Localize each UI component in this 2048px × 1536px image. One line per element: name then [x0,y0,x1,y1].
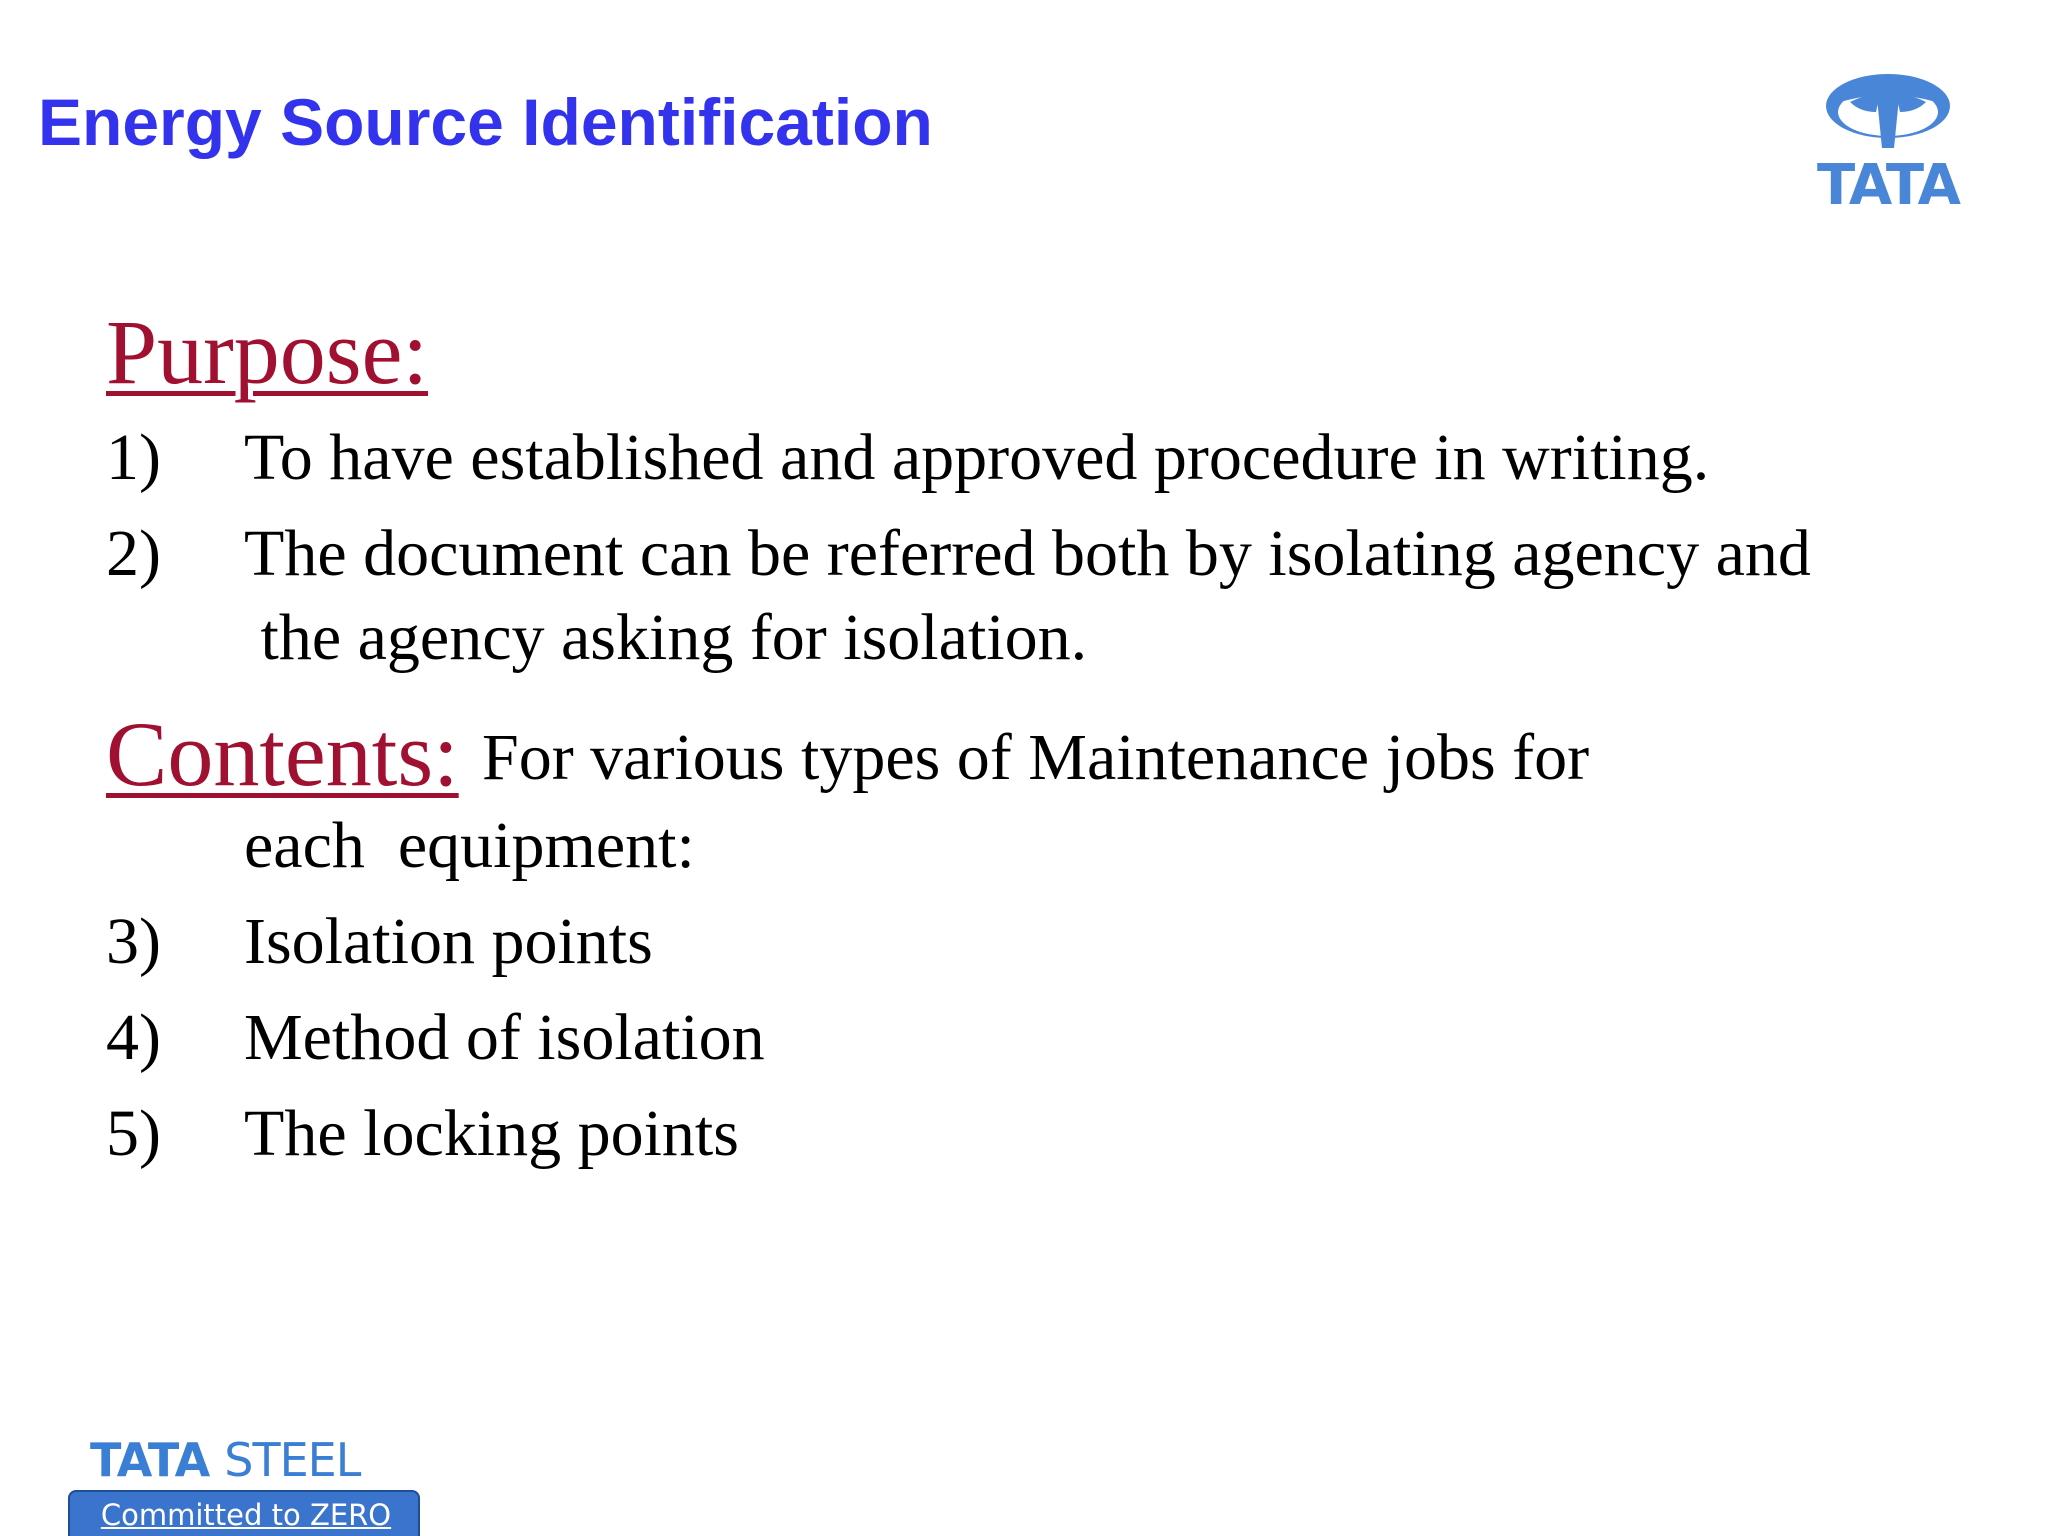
slide-title: Energy Source Identification [38,85,933,159]
tata-wordmark: TATA [1816,153,1960,218]
list-text: Isolation points [244,905,653,978]
list-text: The locking points [244,1097,739,1170]
list-text: the agency asking for isolation. [244,601,1088,674]
committed-tagline: Committed to ZERO [100,1498,392,1532]
tata-emblem-icon [1820,68,1956,152]
tata-logo [1808,68,1968,218]
list-number: 5) [106,1097,161,1170]
list-text: To have established and approved procedure in writing. [244,421,1710,494]
list-number: 1) [106,421,161,494]
list-number: 4) [106,1001,161,1074]
list-text: The document can be referred both by isolating agency and [244,517,1811,590]
purpose-heading: Purpose: [106,301,428,403]
brand-tata: TATA [90,1433,210,1487]
brand-steel: STEEL [224,1433,361,1487]
contents-heading: Contents: [106,703,459,805]
committed-badge [68,1490,420,1536]
list-text: each equipment: [244,809,695,882]
tata-steel-footer-logo [68,1432,424,1536]
list-number: 3) [106,905,161,978]
list-text: Method of isolation [244,1001,765,1074]
tata-steel-wordmark [90,1432,360,1488]
contents-intro: For various types of Maintenance jobs for [482,721,1590,794]
list-number: 2) [106,517,161,590]
